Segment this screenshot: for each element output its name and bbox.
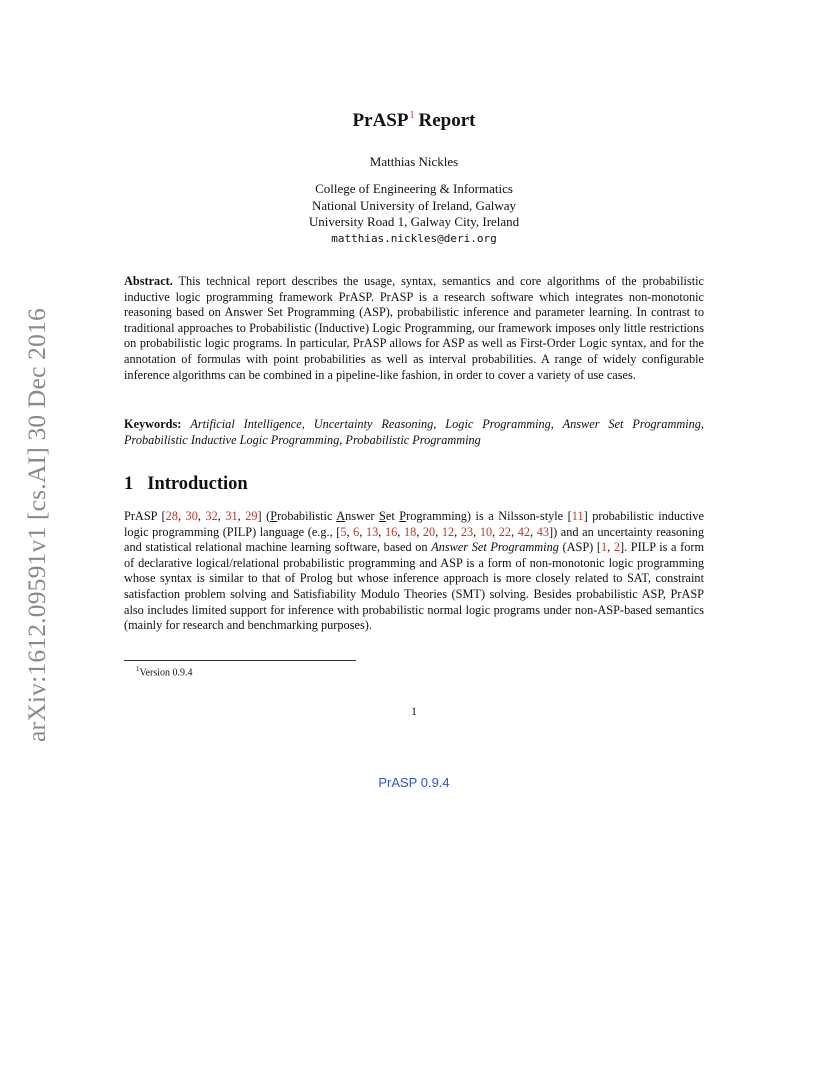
citation-link[interactable]: 23: [460, 524, 474, 539]
citation-link[interactable]: 30: [185, 509, 198, 523]
acronym-letter: S: [379, 509, 386, 523]
citation-link[interactable]: 31: [225, 509, 238, 523]
title-footnote-mark[interactable]: 1: [409, 110, 415, 121]
keywords-label: Keywords:: [124, 417, 182, 431]
paper-title: [0, 110, 828, 132]
section-number: 1: [124, 474, 134, 494]
acronym-letter: A: [336, 509, 346, 523]
intro-text: nswer: [345, 509, 380, 523]
citation-link[interactable]: 43: [536, 524, 550, 539]
bottom-version-link[interactable]: PrASP 0.9.4: [378, 775, 450, 790]
affiliation-line: University Road 1, Galway City, Ireland: [308, 214, 520, 229]
author-email[interactable]: matthias.nickles@deri.org: [331, 231, 497, 245]
author-name: Matthias Nickles: [369, 154, 459, 169]
acronym-letter: P: [270, 509, 278, 523]
citation-link[interactable]: 32: [205, 509, 218, 523]
section-heading: [124, 474, 248, 495]
intro-text: ] probabilistic inductive logic programming (PILP) language (e.g., [: [124, 509, 704, 539]
intro-text: ) is a Nilsson-style [: [466, 509, 572, 523]
affiliation-line: College of Engineering & Informatics: [315, 181, 513, 196]
affiliation-line: National University of Ireland, Galway: [312, 197, 516, 213]
keywords-text: Artificial Intelligence, Uncertainty Reasoning, Logic Programming, Answer Set Programming, Probabilistic Inductive Logic Programming, Probabilistic Programming: [124, 417, 704, 447]
citation-link[interactable]: 2: [613, 540, 620, 555]
footnote-rule: [124, 660, 356, 661]
acronym-letter: P: [399, 509, 407, 523]
page-number: 1: [411, 704, 417, 718]
intro-text: PrASP [: [124, 509, 166, 523]
abstract: [124, 274, 704, 383]
arxiv-sidebar-stamp: [12, 290, 62, 760]
citation-link[interactable]: 42: [517, 524, 531, 539]
intro-text: (ASP) [: [558, 540, 601, 555]
section-title: Introduction: [147, 474, 248, 494]
citation-link[interactable]: 1: [600, 540, 608, 555]
citation-link[interactable]: 6: [353, 524, 360, 539]
intro-text: robabilistic: [277, 509, 337, 523]
citation-link[interactable]: 29: [245, 509, 258, 523]
intro-text: ] (: [257, 509, 271, 523]
citation-link[interactable]: 5: [340, 524, 347, 539]
intro-text: ]. PILP is a form of declarative logical/relational probabilistic programming and ASP is a form of non-monotonic logic programming whose syntax is similar to that of Prolog but whose inference approach is more closely related to SAT, constraint satisfaction problem solving and Satisfiability Modulo Theories (SMT) solving. Besides probabilistic ASP, PrASP also includes limited support for inference with probabilistic normal logic programs under non-ASP-based semantics (mainly for research and benchmarking purposes).: [124, 540, 705, 633]
citation-link[interactable]: 10: [479, 524, 493, 539]
citation-link[interactable]: 16: [384, 524, 398, 539]
abstract-text: This technical report describes the usage, syntax, semantics and core algorithms of the probabilistic inductive logic programming framework PrASP. PrASP is a research software which integrates non-monotonic reasoning based on Answer Set Programming (ASP), probabilistic inference and parameter learning. In contrast to traditional approaches to Probabilistic (Inductive) Logic Programming, our framework imposes only little restrictions on probabilistic logic programs. In particular, PrASP allows for ASP as well as First-Order Logic syntax, and for the annotation of formulas with point probabilities as well as interval probabilities. A range of widely configurable inference algorithms can be combined in a pipeline-like fashion, in order to cover a variety of use cases.: [124, 274, 704, 382]
title-text: PrASP: [352, 110, 409, 131]
title-rest: Report: [418, 110, 476, 131]
footnote-mark: 1: [136, 665, 140, 673]
intro-paragraph: PrASP [28, 30, 32, 31, 29] (Probabilistic Answer Set Programming) is a Nilsson-style [11] probabilistic inductive logic programming (PILP) language (e.g., [5, 6, 13, 16, 18, 20, 12, 23, 10, 22, 42, 43]) and an uncertainty reasoning and statistical relational machine learning software, based on Answer Set Programming (ASP) [1, 2]. PILP is a form of declarative logical/relational probabilistic programming and ASP is a form of non-monotonic logic programming whose syntax is similar to that of Prolog but whose inference approach is more closely related to SAT, constraint satisfaction problem solving and Satisfiability Modulo Theories (SMT) solving. Besides probabilistic ASP, PrASP also includes limited support for inference with probabilistic normal logic programs under non-ASP-based semantics (mainly for research and benchmarking purposes).: [124, 509, 705, 633]
keywords: [124, 417, 704, 448]
intro-text: rogramming: [406, 509, 467, 523]
citation-link[interactable]: 18: [403, 524, 417, 539]
footnote: [136, 665, 193, 678]
abstract-label: Abstract.: [124, 274, 173, 288]
arxiv-identifier: arXiv:1612.09591v1 [cs.AI] 30 Dec 2016: [22, 308, 51, 742]
intro-text: ]) and an uncertainty reasoning and statistical relational machine learning software, based on: [124, 524, 705, 555]
affiliation-block: [0, 181, 828, 247]
citation-link[interactable]: 20: [422, 524, 436, 539]
footnote-text: Version 0.9.4: [139, 667, 193, 679]
citation-link[interactable]: 28: [165, 509, 178, 523]
citation-link[interactable]: 13: [366, 524, 379, 539]
intro-emphasis: Answer Set Programming: [431, 540, 559, 555]
citation-link[interactable]: 12: [441, 524, 455, 539]
citation-link[interactable]: 22: [498, 524, 512, 539]
intro-text: et: [385, 509, 400, 523]
citation-link[interactable]: 11: [571, 509, 584, 523]
